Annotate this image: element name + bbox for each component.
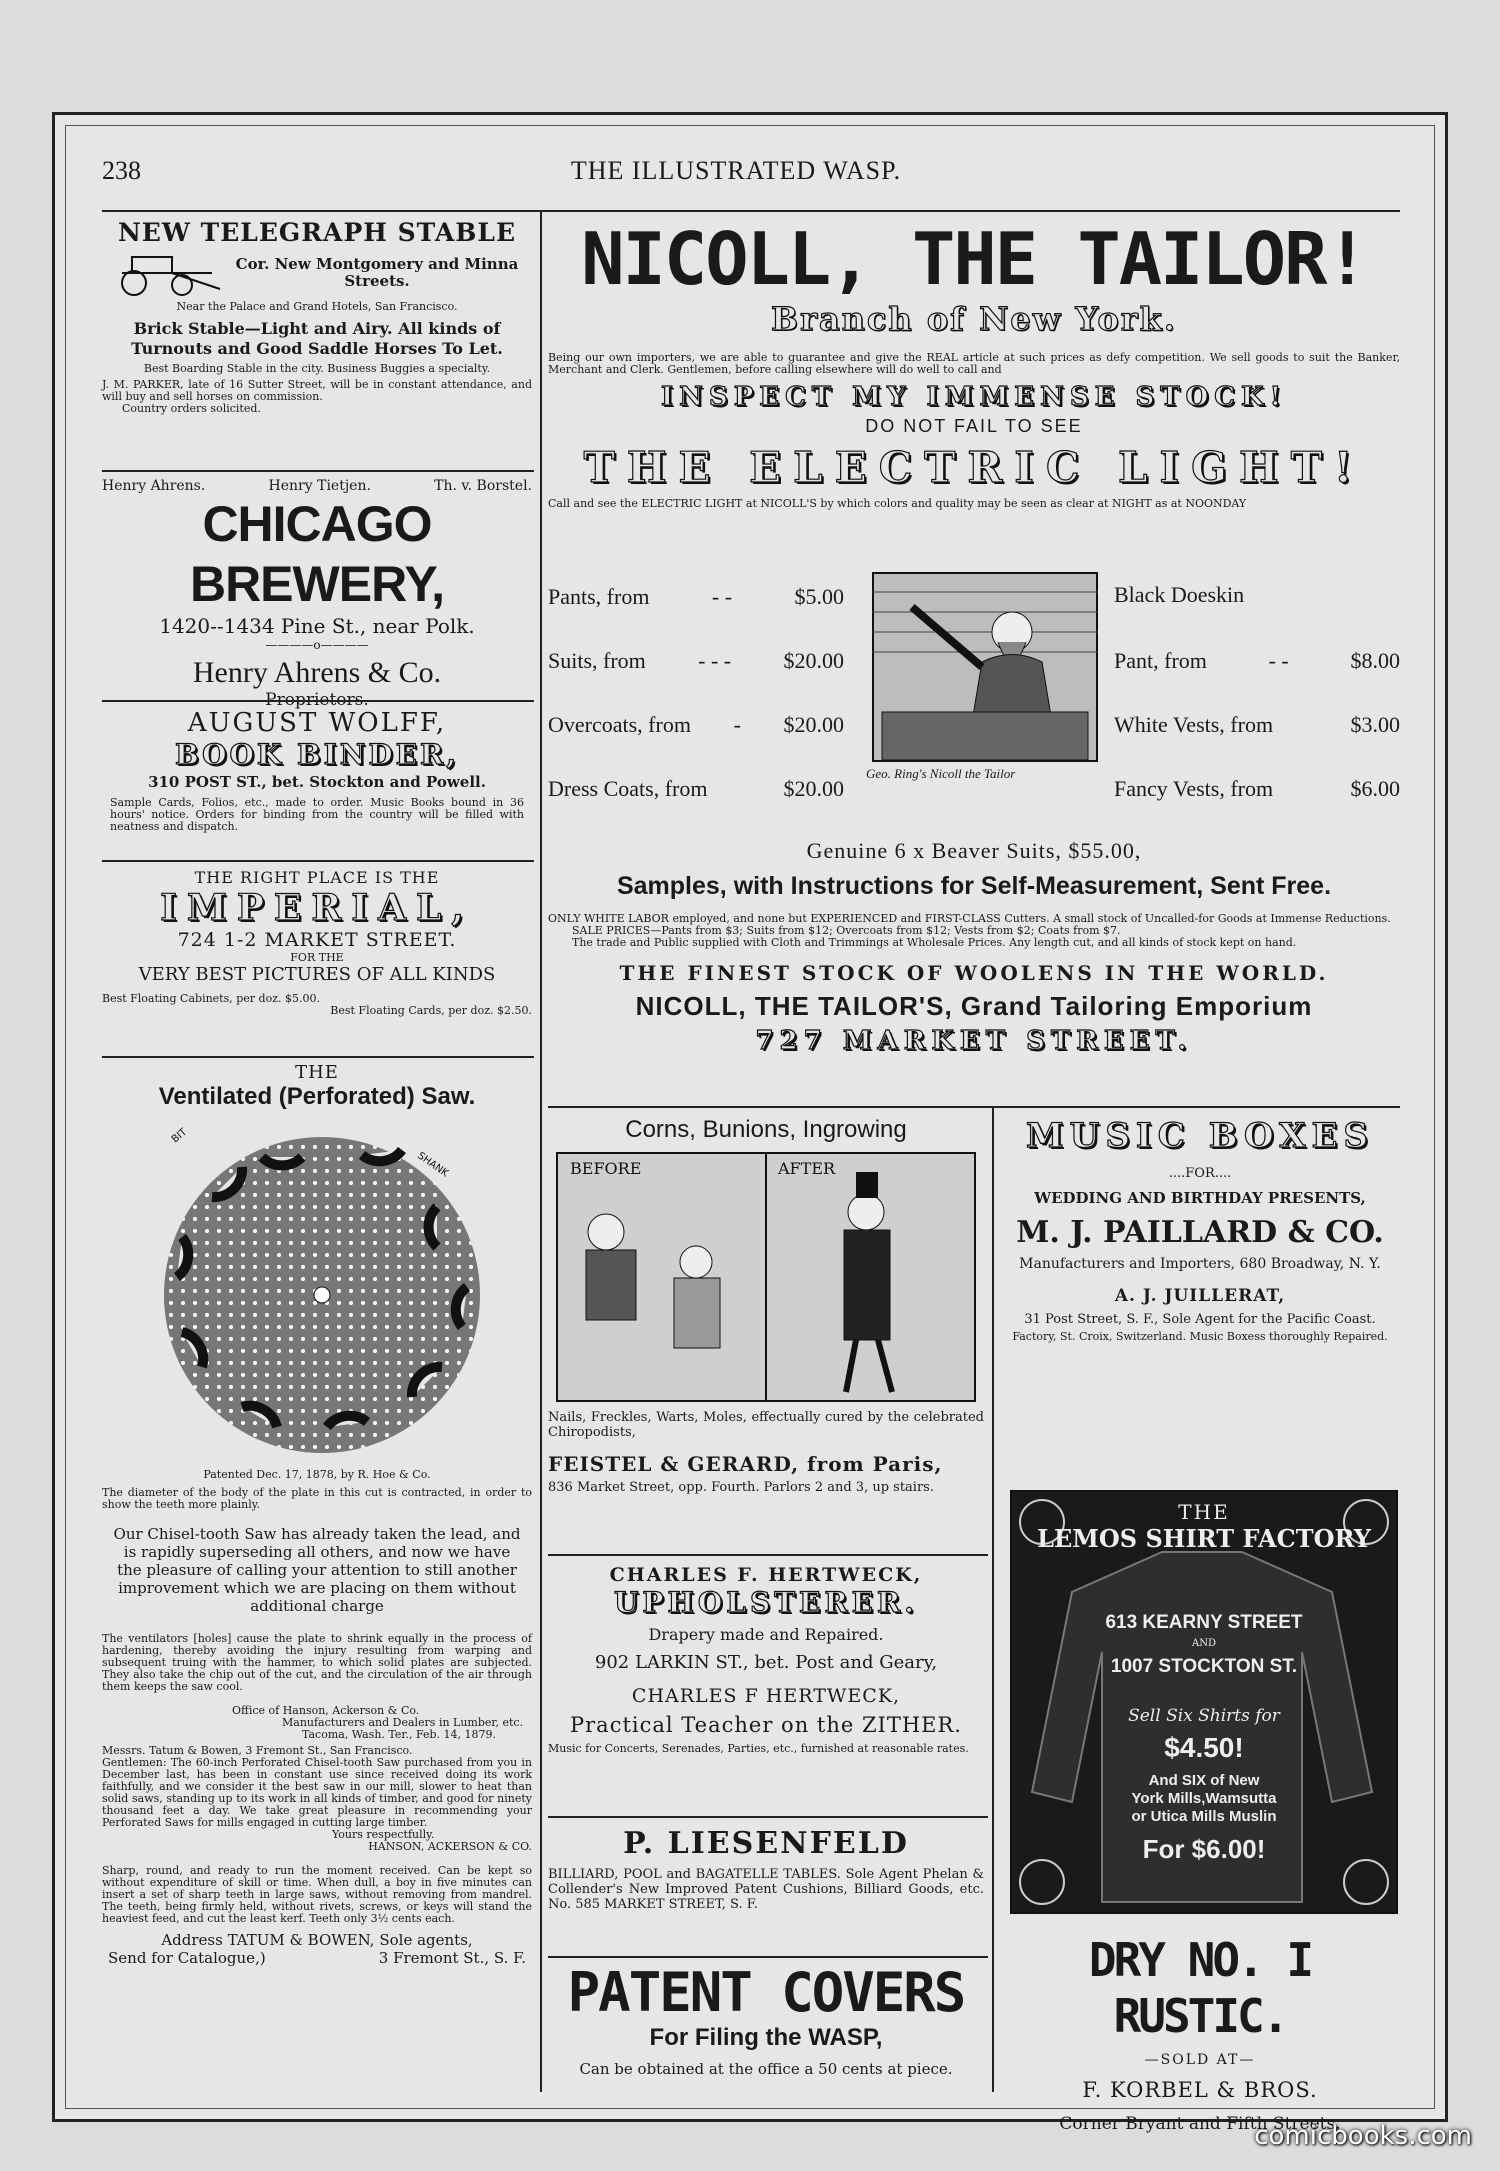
price-dash: - - — [711, 584, 733, 609]
brewery-name-1: Henry Ahrens. — [102, 478, 206, 494]
nicoll-finest: THE FINEST STOCK OF WOOLENS IN THE WORLD. — [619, 961, 1329, 985]
covers-title: PATENT COVERS — [567, 1961, 965, 2024]
lemos-and-six: And SIX of New — [1148, 1772, 1260, 1789]
page-frame — [52, 112, 1448, 2134]
corns-illustration — [556, 1152, 976, 1402]
rustic-ad — [1000, 1932, 1400, 2134]
imperial-cabinets: Best Floating Cabinets, per doz. $5.00. — [102, 992, 320, 1005]
brewery-proprietors: Proprietors. — [265, 690, 369, 710]
corns-ad — [548, 1116, 984, 1495]
liesenfeld-name: P. LIESENFELD — [623, 1826, 909, 1861]
nicoll-samples: Samples, with Instructions for Self-Measurement, Sent Free. — [616, 872, 1332, 900]
nicoll-ad — [548, 218, 1400, 510]
lemos-shirt-ad — [1010, 1490, 1398, 1914]
right-prices — [1114, 582, 1400, 840]
price-value: $8.00 — [1350, 648, 1400, 673]
saw-sign: HANSON, ACKERSON & CO. — [368, 1840, 532, 1853]
nicoll-electric: THE ELECTRIC LIGHT! — [583, 443, 1365, 492]
nicoll-call-see: Call and see the ELECTRIC LIGHT at NICOLL'S by which colors and quality may be seen as clear at NIGHT as at NOONDAY — [548, 497, 1247, 510]
hertweck-music: Music for Concerts, Serenades, Parties, etc., furnished at reasonable rates. — [548, 1742, 969, 1755]
price-value: $20.00 — [783, 776, 844, 801]
before-label: BEFORE — [570, 1159, 642, 1178]
watermark: comicbooks.com — [1254, 2121, 1472, 2151]
wolff-address: 310 POST ST., bet. Stockton and Powell. — [148, 773, 486, 791]
hertweck-name-2: CHARLES F HERTWECK, — [631, 1685, 901, 1707]
patent-covers-ad — [548, 1962, 984, 2078]
wolff-ad — [102, 708, 532, 833]
tailor-signature: Geo. Ring's Nicoll the Tailor — [866, 766, 1016, 781]
imperial-cards: Best Floating Cards, per doz. $2.50. — [330, 1004, 532, 1017]
telegraph-parker: J. M. PARKER, late of 16 Sutter Street, will be in constant attendance, and will buy and sell horses on commission. — [102, 378, 532, 403]
hertweck-trade: UPHOLSTERER. — [613, 1586, 919, 1619]
rule — [548, 1106, 1400, 1108]
inner-border — [65, 125, 1435, 2134]
imperial-pictures: VERY BEST PICTURES OF ALL KINDS — [138, 964, 496, 985]
price-value: $20.00 — [783, 648, 844, 673]
wolff-trade: BOOK BINDER, — [174, 738, 460, 771]
lemos-for: For $6.00! — [1142, 1834, 1266, 1864]
lemos-and: AND — [1192, 1638, 1216, 1649]
lemos-sell: Sell Six Shirts for — [1128, 1706, 1280, 1726]
saw-tacoma: Tacoma, Wash. Ter., Feb. 14, 1879. — [302, 1728, 497, 1741]
nicoll-beaver: Genuine 6 x Beaver Suits, $55.00, — [806, 838, 1142, 863]
saw-send: Send for Catalogue,) — [108, 1949, 266, 1967]
rule — [102, 470, 534, 472]
saw-fremont: 3 Fremont St., S. F. — [378, 1949, 526, 1967]
column-divider-right — [992, 1106, 994, 2092]
telegraph-title: NEW TELEGRAPH STABLE — [117, 218, 517, 247]
lemos-kearny: 613 KEARNY STREET — [1105, 1612, 1303, 1633]
liesenfeld-text: BILLIARD, POOL and BAGATELLE TABLES. Sole Agent Phelan & Collender's New Improved Patent Cushions, Billiard Goods, etc. No. 585 MARKET STREET, S. F. — [548, 1867, 984, 1912]
nicoll-importers: Being our own importers, we are able to guarantee and give the REAL article at such prices as defy competition. We sell goods to suit the Banker, Merchant and Clerk. Gentlemen, before calling elsewhere will do well to call and — [548, 351, 1400, 376]
corns-title: Corns, Bunions, Ingrowing — [625, 1116, 907, 1143]
wolff-name: AUGUST WOLFF, — [187, 708, 447, 738]
imperial-name: IMPERIAL, — [160, 887, 474, 929]
wolff-text: Sample Cards, Folios, etc., made to order. Music Books bound in 36 hours' notice. Orders for binding from the country will be filled with neatness and dispatch. — [110, 796, 524, 833]
brewery-title: CHICAGO BREWERY, — [189, 496, 445, 612]
left-prices — [548, 584, 844, 840]
price-item: Fancy Vests, from — [1114, 776, 1274, 801]
nicoll-sale: SALE PRICES—Pants from $3; Suits from $12; Overcoats from $12; Vests from $2; Coats from $7. — [572, 924, 1121, 937]
music-juillerat: A. J. JUILLERAT, — [1114, 1286, 1286, 1306]
chicago-brewery-ad — [102, 478, 532, 710]
nicoll-branch: Branch of New York. — [771, 300, 1177, 338]
corns-feistel: FEISTEL & GERARD, from Paris, — [548, 1452, 943, 1476]
lemos-title: LEMOS SHIRT FACTORY — [1037, 1524, 1371, 1553]
hertweck-address: 902 LARKIN ST., bet. Post and Geary, — [594, 1652, 938, 1673]
brewery-owners: Henry Ahrens & Co. — [192, 656, 442, 689]
price-dash: - - — [1268, 648, 1289, 673]
hertweck-drapery: Drapery made and Repaired. — [648, 1625, 884, 1644]
saw-messrs: Messrs. Tatum & Bowen, 3 Fremont St., San Francisco. — [102, 1744, 413, 1757]
liesenfeld-ad — [548, 1826, 984, 1912]
nicoll-title: NICOLL, THE TAILOR! — [581, 217, 1367, 301]
music-paillard: M. J. PAILLARD & CO. — [1016, 1215, 1384, 1250]
rule — [548, 1816, 988, 1818]
rustic-corner: Corner Bryant and Fifth Streets. — [1059, 2114, 1341, 2134]
corns-nails: Nails, Freckles, Warts, Moles, effectually cured by the celebrated Chiropodists, — [548, 1410, 984, 1440]
nicoll-bottom — [548, 838, 1400, 1056]
saw-diameter: The diameter of the body of the plate in this cut is contracted, in order to show the teeth more plainly. — [102, 1486, 532, 1511]
price-item: Pant, from — [1114, 648, 1207, 673]
telegraph-country: Country orders solicited. — [122, 402, 261, 415]
lemos-stockton: 1007 STOCKTON ST. — [1110, 1656, 1298, 1677]
brewery-name-3: Th. v. Borstel. — [434, 478, 532, 494]
rule — [102, 700, 534, 702]
price-dash: - — [733, 712, 741, 737]
rule — [102, 860, 534, 862]
saw-manufacturers: Manufacturers and Dealers in Lumber, etc. — [282, 1716, 524, 1729]
brewery-address: 1420--1434 Pine St., near Polk. — [159, 614, 475, 638]
shank-label: SHANK — [415, 1150, 451, 1180]
imperial-address: 724 1-2 MARKET STREET. — [177, 929, 457, 951]
rustic-title: DRY NO. I RUSTIC. — [1088, 1933, 1312, 2043]
telegraph-address: Cor. New Montgomery and Minna Streets. — [235, 255, 519, 290]
rule — [102, 1056, 534, 1058]
music-agent: 31 Post Street, S. F., Sole Agent for the Pacific Coast. — [1024, 1312, 1376, 1327]
header-rule — [102, 210, 1400, 212]
lemos-price-1: $4.50! — [1164, 1732, 1244, 1763]
price-value: $5.00 — [794, 584, 844, 609]
saw-sharp: Sharp, round, and ready to run the moment received. Can be kept so without expenditure of skill or time. When dull, a boy in five minutes can insert a set of sharp teeth in large saws, without removing from mandrel. The teeth, being firmly held, without rivets, screws, or keys will stand the heaviest feed, and cut the least kerf. Teeth only 3½ cents each. — [102, 1864, 532, 1925]
bit-label: BIT — [169, 1126, 190, 1146]
music-for: ....FOR.... — [1168, 1166, 1232, 1181]
price-item: Dress Coats, from — [548, 776, 708, 801]
imperial-right-place: THE RIGHT PLACE IS THE — [194, 868, 440, 887]
covers-for: For Filing the WASP, — [649, 2024, 883, 2051]
saw-title: Ventilated (Perforated) Saw. — [158, 1083, 476, 1110]
nicoll-labor: ONLY WHITE LABOR employed, and none but EXPERIENCED and FIRST-CLASS Cutters. A small stock of Uncalled-for Goods at Immense Reductions. — [548, 912, 1391, 925]
price-item: Black Doeskin — [1114, 582, 1245, 607]
nicoll-emporium: NICOLL, THE TAILOR'S, Grand Tailoring Emporium — [635, 991, 1313, 1021]
telegraph-best: Best Boarding Stable in the city. Business Buggies a specialty. — [143, 362, 491, 375]
saw-ventilators: The ventilators [holes] cause the plate to shrink equally in the process of hardening, thereby avoiding the injury resulting from warping and subsequent truing with the hammer, to which solid plates are subjected. They also take the chip out of the cut, and the circulation of the air through them keeps the saw cool. — [102, 1632, 532, 1693]
imperial-for-the: FOR THE — [290, 951, 344, 964]
nicoll-trade: The trade and Public supplied with Cloth and Trimmings at Wholesale Prices. Any length cut, and all kinds of stock kept on hand. — [572, 936, 1297, 949]
lemos-utica: or Utica Mills Muslin — [1131, 1808, 1277, 1825]
telegraph-brick: Brick Stable—Light and Airy. All kinds of Turnouts and Good Saddle Horses To Let. — [131, 319, 503, 358]
saw-office: Office of Hanson, Ackerson & Co. — [232, 1704, 420, 1717]
saw-yours: Yours respectfully. — [332, 1828, 435, 1841]
price-item: Overcoats, from — [548, 712, 691, 737]
hertweck-ad — [548, 1564, 984, 1755]
music-wedding: WEDDING AND BIRTHDAY PRESENTS, — [1034, 1189, 1366, 1207]
price-item: Suits, from — [548, 648, 646, 673]
price-dash: - - - — [698, 648, 732, 673]
after-label: AFTER — [778, 1159, 836, 1178]
saw-address: Address TATUM & BOWEN, Sole agents, — [161, 1931, 473, 1949]
hertweck-zither: Practical Teacher on the ZITHER. — [570, 1713, 962, 1737]
page-number: 238 — [102, 156, 141, 185]
corns-address: 836 Market Street, opp. Fourth. Parlors 2 and 3, up stairs. — [548, 1480, 934, 1495]
imperial-ad — [102, 868, 532, 1017]
nicoll-street: 727 MARKET STREET. — [755, 1026, 1193, 1056]
lemos-mills: York Mills,Wamsutta — [1131, 1790, 1277, 1807]
telegraph-stable-ad — [102, 218, 532, 415]
nicoll-inspect: INSPECT MY IMMENSE STOCK! — [661, 382, 1287, 412]
saw-the: THE — [295, 1062, 339, 1083]
nicoll-do-not: DO NOT FAIL TO SEE — [865, 416, 1083, 436]
music-manufacturers: Manufacturers and Importers, 680 Broadway, N. Y. — [1019, 1256, 1381, 1272]
music-factory: Factory, St. Croix, Switzerland. Music Boxess thoroughly Repaired. — [1012, 1330, 1388, 1343]
price-value: $20.00 — [783, 712, 844, 737]
saw-illustration — [117, 1117, 517, 1467]
music-title: MUSIC BOXES — [1026, 1116, 1374, 1156]
price-value: $6.00 — [1350, 776, 1400, 801]
price-item: Pants, from — [548, 584, 650, 609]
saw-chisel: Our Chisel-tooth Saw has already taken the lead, and is rapidly superseding all others, and now we have the pleasure of calling your attention to still another improvement which we are placing on them without additional charge — [113, 1525, 521, 1615]
saw-ad — [102, 1062, 532, 1967]
rustic-korbel: F. KORBEL & BROS. — [1082, 2078, 1318, 2102]
rustic-sold: —SOLD AT— — [1144, 2052, 1256, 2068]
covers-obtain: Can be obtained at the office a 50 cents at piece. — [579, 2060, 953, 2078]
telegraph-near: Near the Palace and Grand Hotels, San Francisco. — [176, 300, 458, 313]
brewery-divider: ————o———— — [265, 638, 369, 652]
column-divider-left — [540, 210, 542, 2092]
tailor-portrait — [872, 572, 1098, 762]
brewery-name-2: Henry Tietjen. — [268, 478, 371, 494]
music-boxes-ad — [1000, 1116, 1400, 1343]
rule — [548, 1554, 988, 1556]
saw-letter: Gentlemen: The 60-inch Perforated Chisel-tooth Saw purchased from you in December last, has been in constant use since received doing its work faithfully, and we consider it the best saw in our mill, slower to heat than solid saws, standing up to its work in all kinds of timber, and good for ninety thousand feet a day. We take great pleasure in recommending your Perforated Saws for mills engaged in cutting large timber. — [102, 1756, 532, 1829]
buggy-icon — [102, 249, 222, 297]
lemos-the: THE — [1178, 1500, 1230, 1524]
price-item: White Vests, from — [1114, 712, 1274, 737]
rule — [548, 1956, 988, 1958]
hertweck-name: CHARLES F. HERTWECK, — [609, 1564, 923, 1586]
saw-patented: Patented Dec. 17, 1878, by R. Hoe & Co. — [203, 1468, 431, 1481]
price-value: $3.00 — [1350, 712, 1400, 737]
publication-title: THE ILLUSTRATED WASP. — [570, 156, 902, 185]
